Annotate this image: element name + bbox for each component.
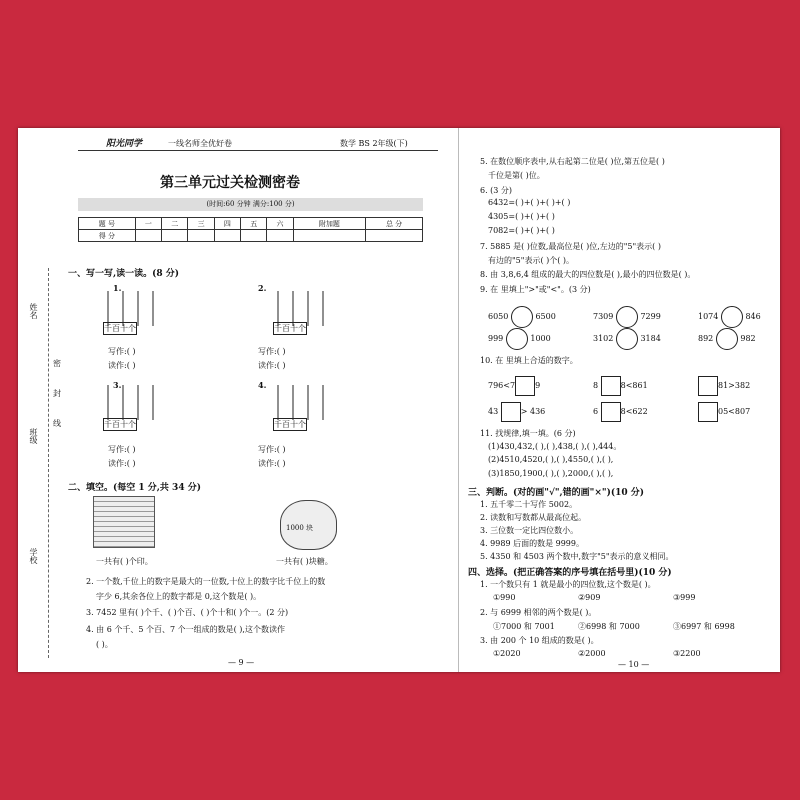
q10-item: 6 8<622: [593, 402, 648, 422]
score-head: 二: [162, 218, 188, 230]
exam-meta: (时间:60 分钟 满分:100 分): [78, 198, 423, 211]
subject-label: 数学 BS 2年级(下): [340, 139, 408, 148]
section3-heading: 三、判断。(对的画"√",错的画"×")(10 分): [468, 488, 645, 498]
q10-item: 81>382: [698, 376, 750, 396]
section1-heading: 一、写一写,读一读。(8 分): [68, 269, 180, 279]
workbook-spread: [18, 128, 780, 672]
choice-option: ③6997 和 6998: [673, 622, 735, 631]
q1-candy: 一共有( )块糖。: [276, 557, 333, 566]
q9-item: 7309 7299: [593, 306, 661, 328]
q8-line: 8. 由 3,8,6,4 组成的最大的四位数是( ),最小的四位数是( )。: [480, 270, 696, 279]
q9-item: 3102 3184: [593, 328, 661, 350]
read-line: 读作:( ): [258, 361, 286, 370]
seal-char: 封: [53, 389, 61, 398]
q5-line1: 5. 在数位顺序表中,从右起第二位是( )位,第五位是( ): [480, 157, 665, 166]
bag-label: 1000 块: [286, 524, 314, 532]
place-labels: 千百十个: [274, 324, 306, 333]
q6-row: 6432=( )+( )+( )+( ): [488, 198, 571, 207]
place-labels: 千百十个: [104, 324, 136, 333]
page-number-left: — 9 —: [228, 658, 255, 667]
score-head: 五: [241, 218, 267, 230]
class-label: 班级: [29, 428, 38, 444]
choice-option: ③2200: [673, 649, 701, 658]
choice-q: 3. 由 200 个 10 组成的数是( )。: [480, 636, 599, 645]
q3-line: 3. 7452 里有( )个千、( )个百、( )个十和( )个一。(2 分): [86, 608, 289, 617]
q2-line1: 2. 一个数,千位上的数字是最大的一位数,十位上的数字比千位上的数: [86, 577, 326, 586]
judge-item: 5. 4350 和 4503 两个数中,数字"5"表示的意义相同。: [480, 552, 674, 561]
score-head: 总 分: [366, 218, 423, 230]
q1-blocks: 一共有( )个印。: [96, 557, 153, 566]
choice-option: ③999: [673, 593, 696, 602]
choice-option: ①7000 和 7001: [493, 622, 555, 631]
q10-item: 8 8<861: [593, 376, 648, 396]
judge-item: 1. 五千零二十写作 5002。: [480, 500, 578, 509]
page-number-right: — 10 —: [618, 660, 650, 669]
choice-option: ②2000: [578, 649, 606, 658]
q10-line: 10. 在 里填上合适的数字。: [480, 356, 578, 365]
seal-char: 密: [53, 359, 61, 368]
brand-logo: 阳光同学: [106, 139, 143, 149]
choice-option: ②6998 和 7000: [578, 622, 640, 631]
q6-row: 7082=( )+( )+( ): [488, 226, 555, 235]
q9-item: 6050 6500: [488, 306, 556, 328]
score-head: 四: [214, 218, 240, 230]
slogan: 一线名师全优好卷: [168, 139, 232, 148]
write-line: 写作:( ): [258, 347, 286, 356]
read-line: 读作:( ): [108, 361, 136, 370]
q6-row: 4305=( )+( )+( ): [488, 212, 555, 221]
write-line: 写作:( ): [108, 445, 136, 454]
name-label: 姓名: [29, 303, 38, 319]
q7-line2: 有边的"5"表示( )个( )。: [488, 256, 575, 265]
header-rule: [78, 150, 438, 151]
score-label: 得 分: [79, 230, 136, 242]
place-labels: 千百十个: [274, 420, 306, 429]
score-head: 题 号: [79, 218, 136, 230]
q9-line: 9. 在 里填上">"或"<"。(3 分): [480, 285, 591, 294]
page-title: 第三单元过关检测密卷: [160, 175, 300, 191]
q4-line1: 4. 由 6 个千、5 个百、7 个一组成的数是( ),这个数读作: [86, 625, 285, 634]
q-number: 4.: [258, 380, 267, 390]
q11-row: (3)1850,1900,( ),( ),2000,( ),( ),: [488, 469, 614, 478]
score-head: 六: [267, 218, 293, 230]
judge-item: 3. 三位数一定比四位数小。: [480, 526, 579, 535]
choice-option: ①990: [493, 593, 516, 602]
judge-item: 2. 读数和写数都从最高位起。: [480, 513, 587, 522]
q4-line2: ( )。: [96, 640, 113, 649]
choice-option: ②909: [578, 593, 601, 602]
q2-line2: 字少 6,其余各位上的数字都是 0,这个数是( )。: [96, 592, 262, 601]
q7-line1: 7. 5885 是( )位数,最高位是( )位,左边的"5"表示( ): [480, 242, 661, 251]
spine: [458, 128, 459, 672]
cube-blocks-image: [93, 496, 155, 548]
judge-item: 4. 9989 后面的数是 9999。: [480, 539, 584, 548]
q10-item: 796<7 9: [488, 376, 540, 396]
q5-line2: 千位是第( )位。: [488, 171, 545, 180]
score-table: [78, 217, 423, 242]
q-number: 2.: [258, 283, 267, 293]
choice-q: 2. 与 6999 相邻的两个数是( )。: [480, 608, 597, 617]
q11-row: (2)4510,4520,( ),( ),4550,( ),( ),: [488, 455, 614, 464]
q10-item: 05<807: [698, 402, 750, 422]
place-labels: 千百十个: [104, 420, 136, 429]
choice-q: 1. 一个数只有 1 就是最小的四位数,这个数是( )。: [480, 580, 656, 589]
section4-heading: 四、选择。(把正确答案的序号填在括号里)(10 分): [468, 568, 672, 578]
q9-item: 999 1000: [488, 328, 551, 350]
write-line: 写作:( ): [258, 445, 286, 454]
q10-item: 43 > 436: [488, 402, 545, 422]
q11-row: (1)430,432,( ),( ),438,( ),( ),444。: [488, 442, 622, 451]
score-head: 三: [188, 218, 214, 230]
write-line: 写作:( ): [108, 347, 136, 356]
q-number: 1.: [113, 283, 122, 293]
choice-option: ①2020: [493, 649, 521, 658]
q9-item: 892 982: [698, 328, 756, 350]
seal-line: [48, 268, 49, 658]
school-label: 学校: [29, 548, 38, 564]
read-line: 读作:( ): [258, 459, 286, 468]
section2-heading: 二、填空。(每空 1 分,共 34 分): [68, 483, 201, 493]
q9-item: 1074 846: [698, 306, 761, 328]
q6-label: 6. (3 分): [480, 186, 513, 195]
q-number: 3.: [113, 380, 122, 390]
q11-line: 11. 找规律,填一填。(6 分): [480, 429, 576, 438]
seal-char: 线: [53, 419, 61, 428]
read-line: 读作:( ): [108, 459, 136, 468]
score-head: 一: [135, 218, 161, 230]
score-head: 附加题: [293, 218, 365, 230]
